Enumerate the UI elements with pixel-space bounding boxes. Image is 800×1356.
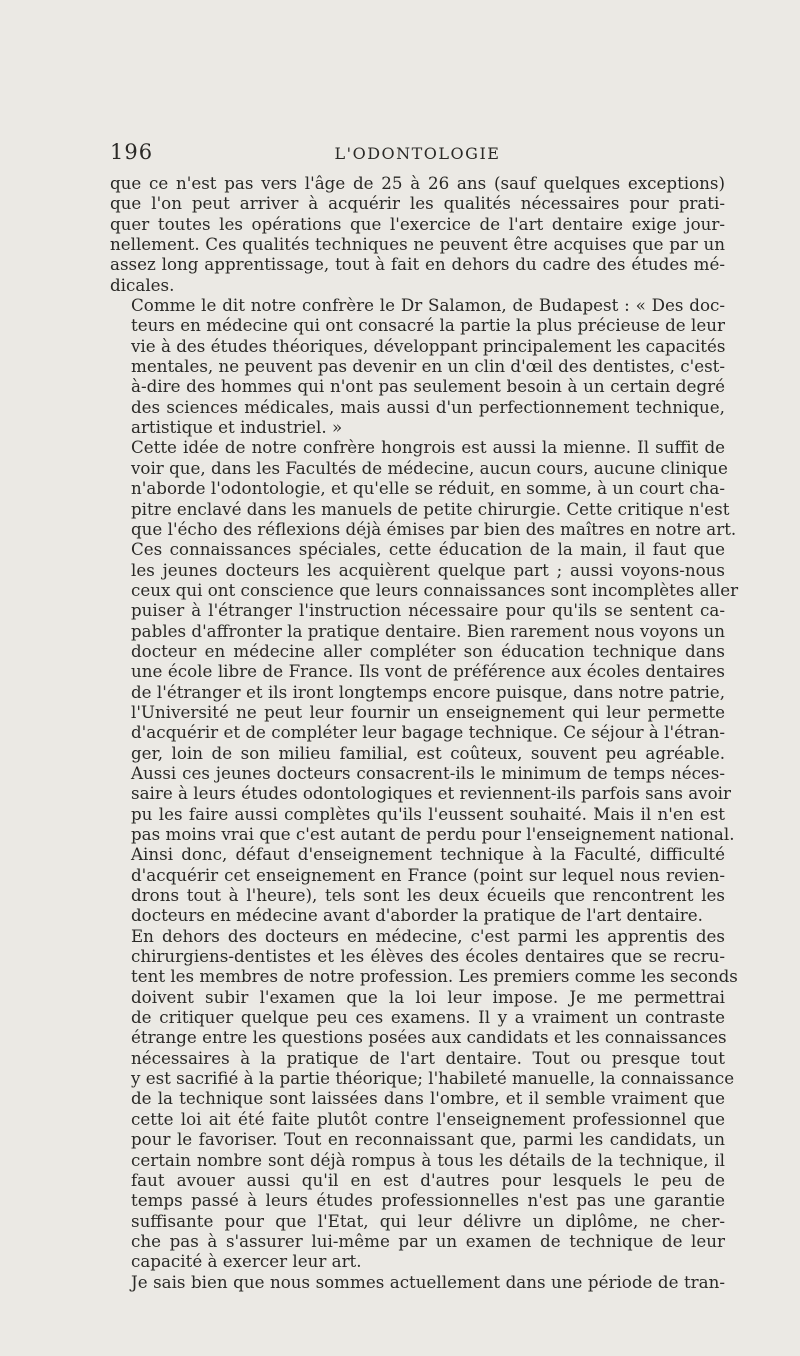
text-line: que l'écho des réflexions déjà émises par bien des maîtres en notre art. bbox=[131, 518, 737, 539]
paragraph bbox=[110, 295, 725, 437]
text-line: les jeunes docteurs les acquièrent quelque part ; aussi voyons-nous bbox=[131, 559, 725, 580]
text-line: y est sacrifié à la partie théorique; l'habileté manuelle, la connaissance bbox=[131, 1068, 735, 1089]
page-number: 196 bbox=[110, 140, 154, 164]
paragraph bbox=[110, 173, 725, 295]
text-line: voir que, dans les Facultés de médecine, aucun cours, aucune clinique bbox=[131, 457, 728, 478]
text-line: nellement. Ces qualités techniques ne peuvent être acquises que par un bbox=[110, 234, 725, 255]
text-line: l'Université ne peut leur fournir un enseignement qui leur permette bbox=[131, 701, 725, 722]
text-line: dicales. bbox=[110, 274, 175, 295]
text-line: docteur en médecine aller compléter son éducation technique dans bbox=[131, 640, 725, 661]
text-line: artistique et industriel. » bbox=[131, 417, 343, 438]
text-line: pas moins vrai que c'est autant de perdu pour l'enseignement national. bbox=[131, 824, 735, 844]
running-title: L'ODONTOLOGIE bbox=[334, 144, 501, 163]
text-line: doivent subir l'examen que la loi leur impose. Je me permettrai bbox=[131, 986, 725, 1007]
text-line: teurs en médecine qui ont consacré la partie la plus précieuse de leur bbox=[131, 315, 725, 336]
text-line: Aussi ces jeunes docteurs consacrent-ils le minimum de temps néces- bbox=[131, 762, 725, 783]
text-line: que ce n'est pas vers l'âge de 25 à 26 ans (sauf quelques exceptions) bbox=[110, 173, 725, 193]
text-line: Cette idée de notre confrère hongrois est aussi la mienne. Il suffit de bbox=[131, 437, 725, 458]
text-line: vie à des études théoriques, développant principalement les capacités bbox=[131, 335, 726, 356]
paragraph bbox=[110, 1272, 725, 1292]
text-line: che pas à s'assurer lui-même par un examen de technique de leur bbox=[131, 1230, 725, 1251]
text-line: Ces connaissances spéciales, cette éducation de la main, il faut que bbox=[131, 539, 725, 560]
paragraph bbox=[110, 925, 738, 1272]
text-line: saire à leurs études odontologiques et reviennent-ils parfois sans avoir bbox=[131, 783, 731, 804]
text-line: cette loi ait été faite plutôt contre l'enseignement professionnel que bbox=[131, 1108, 725, 1129]
text-line: suffisante pour que l'Etat, qui leur délivre un diplôme, ne cher- bbox=[131, 1210, 725, 1231]
text-line: tent les membres de notre profession. Les premiers comme les seconds bbox=[131, 966, 738, 987]
text-line: d'acquérir cet enseignement en France (point sur lequel nous revien- bbox=[131, 864, 725, 885]
paragraph bbox=[110, 437, 737, 539]
text-line: nécessaires à la pratique de l'art dentaire. Tout ou presque tout bbox=[131, 1047, 725, 1068]
text-line: pour le favoriser. Tout en reconnaissant que, parmi les candidats, un bbox=[131, 1129, 725, 1150]
text-line: de la technique sont laissées dans l'ombre, et il semble vraiment que bbox=[131, 1088, 725, 1109]
text-line: ger, loin de son milieu familial, est coûteux, souvent peu agréable. bbox=[131, 742, 725, 763]
text-line: temps passé à leurs études professionnelles n'est pas une garantie bbox=[131, 1190, 725, 1211]
text-line: docteurs en médecine avant d'aborder la pratique de l'art dentaire. bbox=[131, 905, 703, 926]
text-line: de critiquer quelque peu ces examens. Il y a vraiment un contraste bbox=[131, 1007, 725, 1028]
text-line: des sciences médicales, mais aussi d'un perfectionnement technique, bbox=[131, 396, 725, 417]
text-line: mentales, ne peuvent pas devenir en un clin d'œil des dentistes, c'est- bbox=[131, 356, 725, 377]
text-line: ceux qui ont conscience que leurs connaissances sont incomplètes aller bbox=[131, 579, 739, 600]
text-line: d'acquérir et de compléter leur bagage technique. Ce séjour à l'étran- bbox=[131, 722, 725, 743]
text-line: capacité à exercer leur art. bbox=[131, 1251, 362, 1272]
text-line: pables d'affronter la pratique dentaire. Bien rarement nous voyons un bbox=[131, 620, 725, 641]
text-line: chirurgiens-dentistes et les élèves des écoles dentaires que se recru- bbox=[131, 946, 725, 967]
text-line: Comme le dit notre confrère le Dr Salamon, de Budapest : « Des doc- bbox=[131, 295, 725, 316]
body-text bbox=[110, 173, 739, 1292]
text-line: que l'on peut arriver à acquérir les qualités nécessaires pour prati- bbox=[110, 193, 725, 214]
text-line: En dehors des docteurs en médecine, c'est parmi les apprentis des bbox=[131, 925, 725, 946]
text-line: assez long apprentissage, tout à fait en dehors du cadre des études mé- bbox=[110, 254, 725, 275]
text-line: puiser à l'étranger l'instruction nécessaire pour qu'ils se sentent ca- bbox=[131, 600, 725, 621]
text-line: étrange entre les questions posées aux candidats et les connaissances bbox=[131, 1027, 727, 1048]
text-line: une école libre de France. Ils vont de préférence aux écoles dentaires bbox=[131, 661, 725, 682]
text-line: pu les faire aussi complètes qu'ils l'eussent souhaité. Mais il n'en est bbox=[131, 803, 725, 824]
text-line: certain nombre sont déjà rompus à tous les détails de la technique, il bbox=[131, 1149, 725, 1170]
text-line: Ainsi donc, défaut d'enseignement technique à la Faculté, difficulté bbox=[131, 844, 725, 865]
text-line: n'aborde l'odontologie, et qu'elle se réduit, en somme, à un court cha- bbox=[131, 478, 725, 499]
paragraph bbox=[110, 539, 739, 926]
text-line: Je sais bien que nous sommes actuellement dans une période de tran- bbox=[131, 1271, 725, 1292]
text-line: faut avouer aussi qu'il en est d'autres pour lesquels le peu de bbox=[131, 1169, 725, 1190]
text-line: pitre enclavé dans les manuels de petite chirurgie. Cette critique n'est bbox=[131, 498, 730, 519]
text-line: à-dire des hommes qui n'ont pas seulement besoin à un certain degré bbox=[131, 376, 725, 397]
text-line: de l'étranger et ils iront longtemps encore puisque, dans notre patrie, bbox=[131, 681, 725, 702]
text-line: quer toutes les opérations que l'exercice de l'art dentaire exige jour- bbox=[110, 213, 725, 234]
page-header bbox=[110, 140, 725, 166]
text-line: drons tout à l'heure), tels sont les deux écueils que rencontrent les bbox=[131, 885, 725, 906]
